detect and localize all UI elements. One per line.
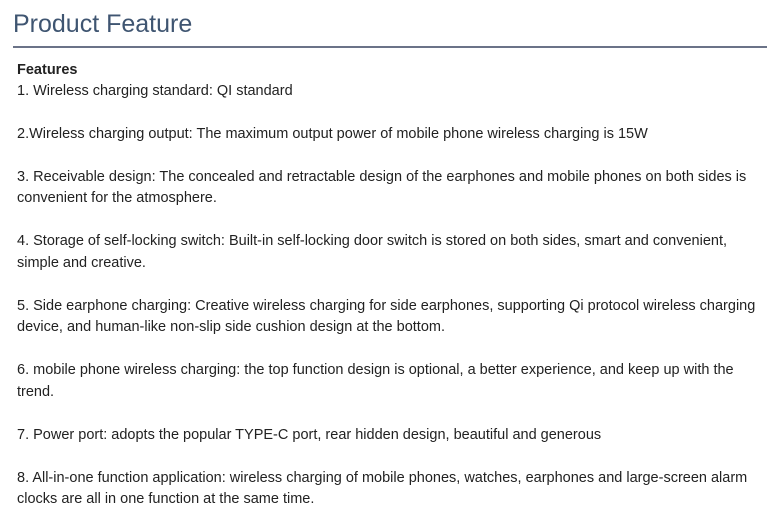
- section-title: Product Feature: [13, 10, 193, 38]
- features-content: [17, 60, 767, 510]
- feature-item-3: 3. Receivable design: The concealed and retractable design of the earphones and mobile phones on both sides is convenient for the atmosphere.: [17, 169, 747, 207]
- section-header: [13, 8, 767, 48]
- feature-item-7: 7. Power port: adopts the popular TYPE-C port, rear hidden design, beautiful and generous: [17, 426, 602, 443]
- feature-item-4: 4. Storage of self-locking switch: Built-in self-locking door switch is stored on both sides, smart and convenient, simple and creative.: [17, 233, 728, 271]
- features-heading: Features: [17, 62, 78, 78]
- feature-item-5: 5. Side earphone charging: Creative wireless charging for side earphones, supporting Qi protocol wireless charging device, and human-like non-slip side cushion design at the bottom.: [17, 297, 756, 336]
- feature-item-6: 6. mobile phone wireless charging: the top function design is optional, a better experience, and keep up with the trend.: [17, 362, 734, 400]
- feature-item-1: 1. Wireless charging standard: QI standard: [17, 83, 293, 99]
- feature-item-2: 2.Wireless charging output: The maximum output power of mobile phone wireless charging is 15W: [17, 126, 648, 142]
- feature-item-8: 8. All-in-one function application: wireless charging of mobile phones, watches, earphones and large-screen alarm clocks are all in one function at the same time.: [17, 469, 748, 508]
